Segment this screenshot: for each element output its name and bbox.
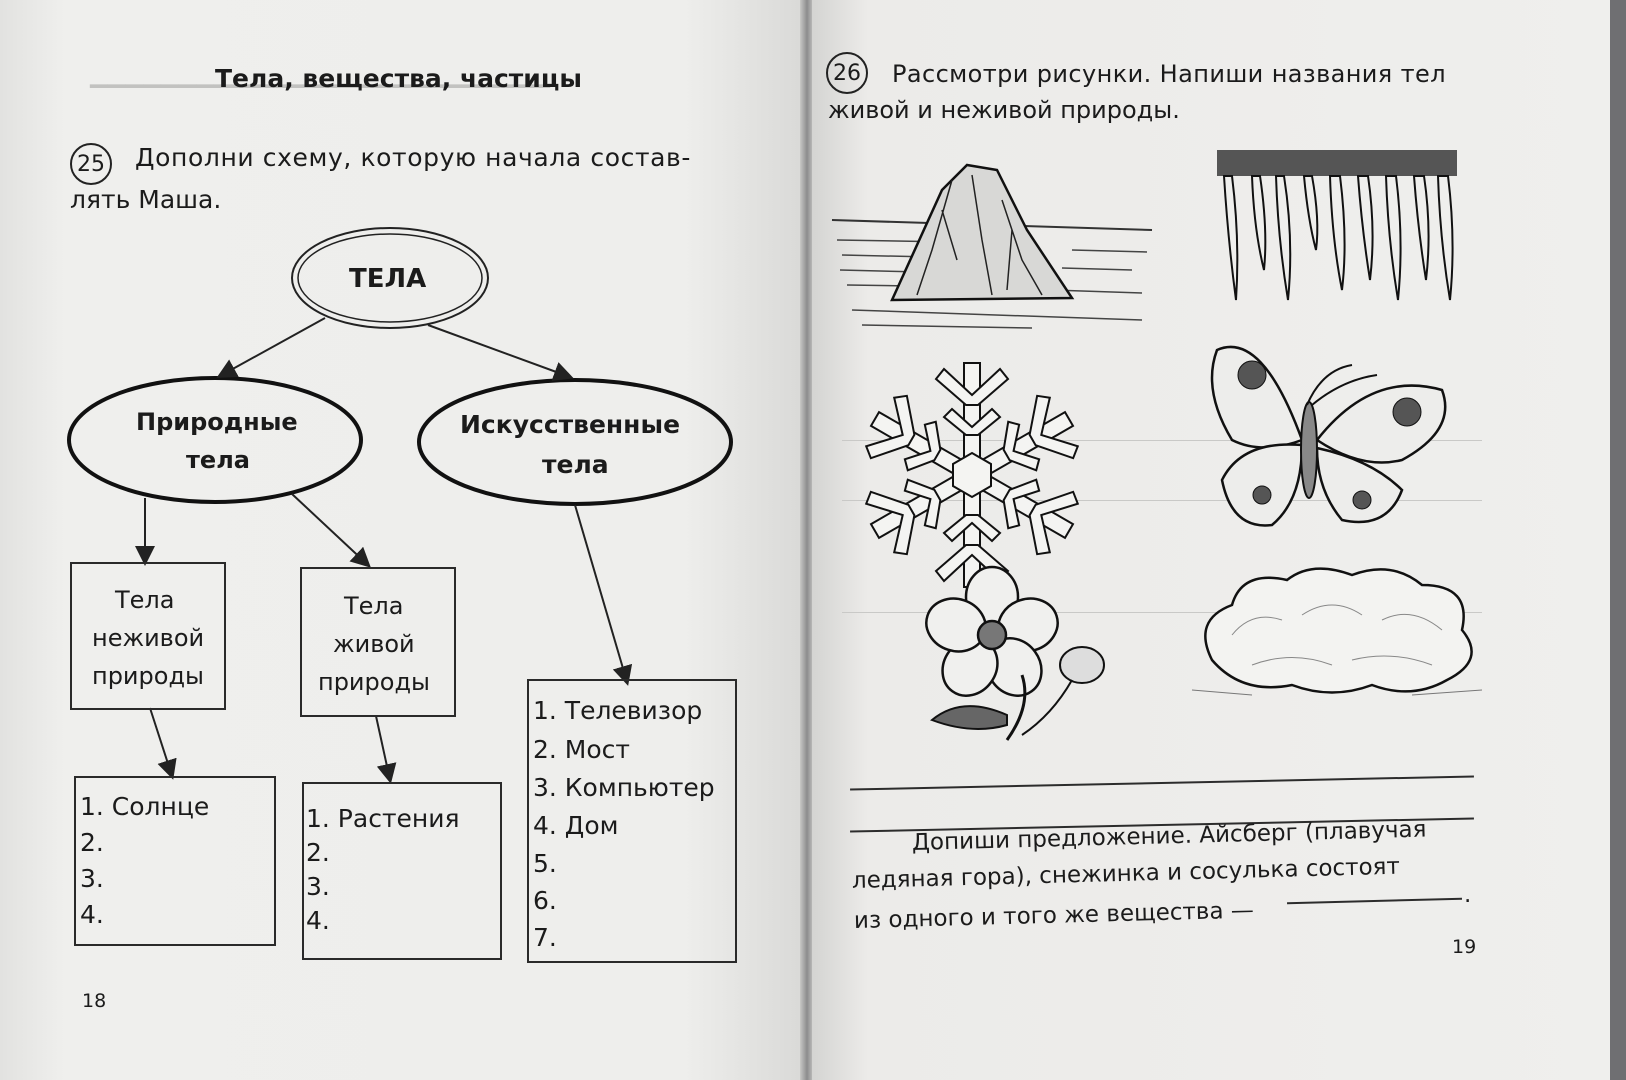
scheme-root-label: ТЕЛА xyxy=(349,264,427,294)
complete-sentence-line-3: из одного и того же вещества — xyxy=(853,897,1255,934)
artificial-label-line-2: тела xyxy=(542,450,609,479)
complete-sentence-line-1: Допиши предложение. Айсберг (плавучая xyxy=(911,816,1427,856)
left-page xyxy=(0,0,805,1080)
sentence-end-period: . xyxy=(1464,882,1472,908)
list-item: 3. xyxy=(306,872,330,901)
artificial-ellipse xyxy=(419,380,731,504)
nonliving-label-line-2: неживой xyxy=(92,624,205,652)
list-item: 4. xyxy=(306,906,330,935)
list-item: 7. xyxy=(533,923,557,952)
page-number: 18 xyxy=(82,990,107,1012)
task-text-line-1: Дополни схему, которую начала состав- xyxy=(135,143,691,172)
task-text-line-2: лять Маша. xyxy=(70,185,222,214)
natural-ellipse xyxy=(69,378,361,502)
arrow-to-artificial xyxy=(428,325,570,377)
natural-label-line-2: тела xyxy=(186,446,250,474)
iceberg-icon xyxy=(832,160,1152,340)
butterfly-icon xyxy=(1202,330,1462,550)
task-number-badge: 26 xyxy=(826,52,868,94)
cloud-icon xyxy=(1192,560,1492,710)
bleed-through-text: ▔▔▔▔▔▔▔▔▔▔▔▔▔▔▔▔▔▔▔▔▔▔▔▔▔▔ xyxy=(90,86,550,112)
list-item: 6. xyxy=(533,886,557,915)
list-item: 3. xyxy=(80,864,104,893)
living-label-line-3: природы xyxy=(318,668,430,696)
list-item: 1. Растения xyxy=(306,804,460,833)
list-item: 2. xyxy=(80,828,104,857)
answer-line[interactable] xyxy=(850,775,1474,790)
complete-sentence-line-2: ледяная гора), снежинка и сосулька состоят xyxy=(851,853,1401,894)
flower-icon xyxy=(922,565,1122,745)
list-item: 1. Солнце xyxy=(80,792,210,821)
list-item: 2. xyxy=(306,838,330,867)
arrow-to-living xyxy=(292,494,368,565)
snowflake-icon xyxy=(852,355,1092,595)
arrow-to-natural xyxy=(220,318,325,376)
living-label-line-1: Тела xyxy=(344,592,404,620)
icicles-icon xyxy=(1212,150,1462,320)
list-item: 2. Мост xyxy=(533,735,630,764)
artificial-label-line-1: Искусственные xyxy=(460,410,681,439)
list-item: 3. Компьютер xyxy=(533,773,715,802)
task-text-line-2: живой и неживой природы. xyxy=(828,96,1180,124)
nonliving-label-line-1: Тела xyxy=(115,586,175,614)
arrow-to-living-list xyxy=(376,716,390,780)
list-item: 5. xyxy=(533,849,557,878)
arrow-to-artificial-list xyxy=(575,505,627,682)
page-number: 19 xyxy=(1452,936,1477,958)
living-label-line-2: живой xyxy=(333,630,415,658)
list-item: 1. Телевизор xyxy=(533,696,703,725)
right-page xyxy=(812,0,1610,1080)
task-number-badge: 25 xyxy=(70,143,112,185)
natural-label-line-1: Природные xyxy=(136,408,298,436)
page-title: Тела, вещества, частицы xyxy=(215,64,582,93)
fill-in-blank[interactable] xyxy=(1287,898,1462,904)
list-item: 4. Дом xyxy=(533,811,619,840)
task-text-line-1: Рассмотри рисунки. Напиши названия тел xyxy=(892,60,1446,88)
list-item: 4. xyxy=(80,900,104,929)
nonliving-label-line-3: природы xyxy=(92,662,204,690)
arrow-to-nonliving-list xyxy=(150,708,172,776)
